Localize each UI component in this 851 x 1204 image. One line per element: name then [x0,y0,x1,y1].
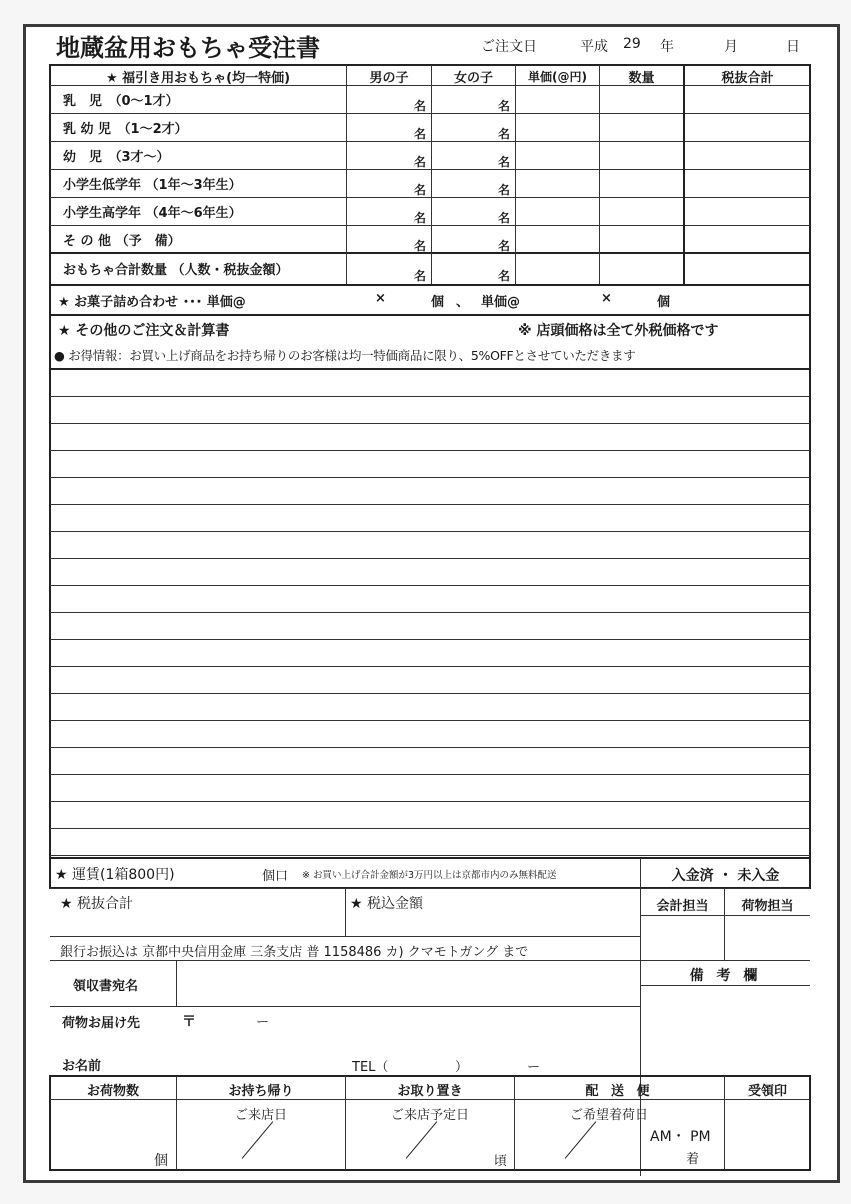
boys-unit: 名 [414,99,427,113]
memo-line [50,639,810,640]
parcel-count-unit: 個 [154,1153,168,1169]
boys-unit: 名 [414,183,427,197]
order-date-label: ご注文日 [481,39,537,55]
row-label-upper-elementary: 小学生高学年 （4年～6年生） [63,206,242,221]
remarks-label: 備 考 欄 [689,968,762,984]
row-label-toddler: 乳 幼 児 （1～2才） [63,122,188,137]
shipping-label: ★ 運賃(1箱800円) [55,867,175,883]
month-unit: 月 [724,39,738,55]
tel-dash: ー [527,1060,541,1075]
girls-unit: 名 [498,99,511,113]
memo-line [50,612,810,613]
memo-line [50,531,810,532]
col-header-girls: 女の子 [453,71,493,86]
tel-label: TEL（ [352,1060,389,1075]
planned-visit-label: ご来店予定日 [390,1108,469,1123]
memo-line [50,558,810,559]
discount-info: ● お得情報：お買い上げ商品をお持ち帰りのお客様は均一特価商品に限り、5%OFFとさせていただきます [54,348,636,363]
row-label-other: そ の 他 （予 備） [63,234,181,249]
hold-header: お取り置き [397,1084,463,1099]
row-label-lower-elementary: 小学生低学年 （1年～3年生） [63,178,242,193]
year-unit: 年 [660,39,674,55]
payment-status[interactable]: 入金済 ・ 未入金 [671,868,780,884]
okashi-unit-1: 個 [431,295,445,310]
col-header-subtotal: 税抜合計 [721,71,774,86]
okashi-times-2: × [601,291,612,306]
receipt-stamp-header: 受領印 [747,1084,787,1099]
boys-unit: 名 [414,269,427,283]
memo-line [50,666,810,667]
girls-unit: 名 [498,239,511,253]
tax-included-label: ★ 税込金額 [350,896,424,912]
desired-arrival-label: ご希望着荷日 [570,1108,649,1123]
okashi-times-1: × [375,291,386,306]
receipt-name-field[interactable] [178,962,638,1006]
year-value[interactable]: 29 [623,36,641,52]
postal-mark: 〒 [182,1014,196,1030]
memo-line [50,423,810,424]
day-unit: 日 [786,39,800,55]
takeout-header: お持ち帰り [228,1084,294,1099]
memo-line [50,774,810,775]
name-label: お名前 [62,1059,102,1074]
girls-unit: 名 [498,155,511,169]
row-label-infant: 乳 児 （0～1才） [63,94,179,109]
approx-label: 頃 [494,1154,508,1169]
receipt-name-label: 領収書宛名 [73,979,139,994]
postal-dash: ー [256,1015,270,1030]
okashi-price-2: 単価@ [481,295,521,310]
girls-unit: 名 [498,183,511,197]
am-pm-label[interactable]: AM・ PM [650,1129,711,1145]
boys-unit: 名 [414,155,427,169]
pre-tax-total-label: ★ 税抜合計 [60,896,134,912]
okashi-label: ★ お菓子詰め合わせ ･･･ 単価@ [58,295,246,310]
memo-line [50,855,810,856]
row-label-total: おもちゃ合計数量 （人数・税抜金額） [63,263,289,278]
col-header-toy: ★ 福引き用おもちゃ(均一特価) [105,71,291,86]
col-header-boys: 男の子 [369,71,409,86]
girls-unit: 名 [498,269,511,283]
memo-line [50,747,810,748]
row-label-child: 幼 児 （3才～） [63,150,170,165]
memo-line [50,477,810,478]
memo-line [50,585,810,586]
memo-line [50,801,810,802]
col-header-unit-price: 単価(@円) [528,70,587,84]
other-orders-title: ★ その他のご注文＆計算書 [58,323,230,339]
parcel-count-header: お荷物数 [86,1084,139,1099]
era-label: 平成 [580,39,608,55]
cargo-staff-label: 荷物担当 [741,899,794,914]
form-title: 地蔵盆用おもちゃ受注書 [56,34,320,62]
shipping-note: ※ お買い上げ合計金額が3万円以上は京都市内のみ無料配送 [302,870,557,881]
arrival-label: 着 [686,1152,700,1167]
girls-unit: 名 [498,211,511,225]
memo-line [50,504,810,505]
tax-note: ※ 店頭価格は全て外税価格です [518,323,719,339]
bank-transfer-info: 銀行お振込は 京都中央信用金庫 三条支店 普 1158486 カ) クマモトガング まで [60,945,529,960]
shipping-unit: 個口 [262,869,289,884]
okashi-unit-2: 個 [657,295,671,310]
boys-unit: 名 [414,127,427,141]
boys-unit: 名 [414,211,427,225]
delivery-service-header: 配 送 便 [585,1084,654,1099]
remarks-field[interactable] [642,987,809,1075]
girls-unit: 名 [498,127,511,141]
memo-line [50,720,810,721]
accounting-staff-label: 会計担当 [656,899,709,914]
memo-line [50,450,810,451]
boys-unit: 名 [414,239,427,253]
col-header-quantity: 数量 [628,71,655,86]
tel-close: ） [455,1060,469,1075]
memo-line [50,693,810,694]
memo-line [50,828,810,829]
visit-date-label: ご来店日 [234,1108,287,1123]
memo-line [50,396,810,397]
delivery-address-label: 荷物お届け先 [62,1016,141,1031]
okashi-separator: 、 [456,295,470,310]
